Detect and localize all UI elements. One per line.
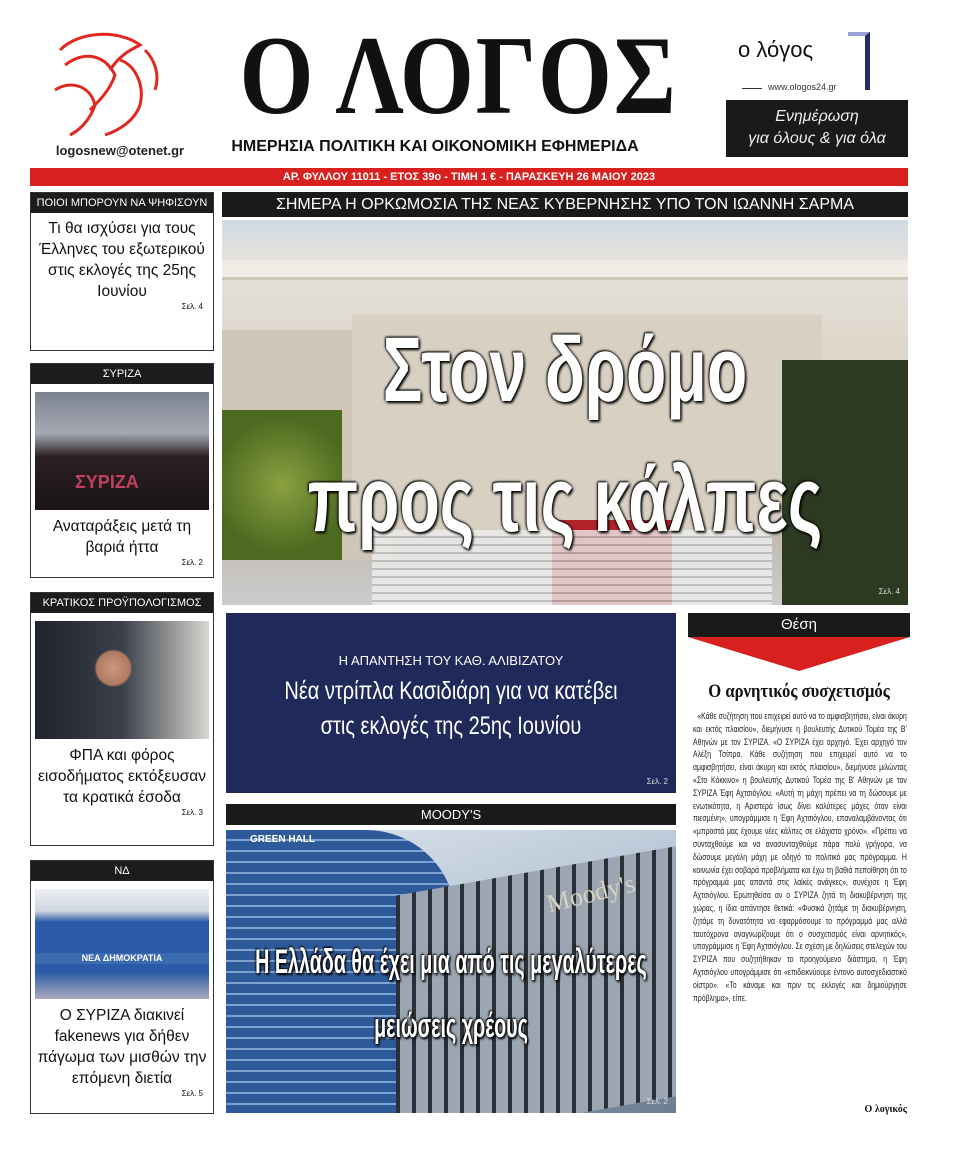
opinion-signature: Ο λογικός [864, 1104, 907, 1115]
opinion-section-header: Θέση [688, 613, 910, 637]
main-headline: Στον δρόμο [382, 319, 748, 421]
page-ref: Σελ. 4 [878, 587, 900, 596]
page-ref: Σελ. 3 [181, 808, 203, 817]
page-ref: Σελ. 2 [646, 777, 668, 786]
slogan-line: Ενημέρωση [775, 108, 859, 125]
slogan-box [726, 100, 908, 157]
story-headline: Νέα ντρίπλα Κασιδιάρη για να κατέβει [284, 677, 618, 705]
story-photo [35, 889, 209, 999]
main-story-photo[interactable] [222, 220, 908, 605]
page-ref: Σελ. 4 [181, 302, 203, 311]
photo-sign: ΣΥΡΙΖΑ [75, 472, 139, 492]
story-kicker: MOODY'S [226, 804, 676, 825]
moodys-story-photo[interactable] [226, 830, 676, 1113]
top-banner: ΣΗΜΕΡΑ Η ΟΡΚΩΜΟΣΙΑ ΤΗΣ ΝΕΑΣ ΚΥΒΕΡΝΗΣΗΣ ΥΠΟ ΤΟΝ ΙΩΑΝΝΗ ΣΑΡΜΑ [222, 192, 908, 217]
newspaper-logo-art [50, 30, 168, 138]
opinion-title: Ο αρνητικός συσχετισμός [708, 682, 890, 702]
story-headline: μειώσεις χρέους [374, 1007, 528, 1045]
divider [742, 88, 762, 89]
slogan-line: για όλους & για όλα [748, 130, 886, 147]
story-headline: Η Ελλάδα θα έχει μια από τις μεγαλύτερες [255, 943, 647, 981]
opinion-body: «Κάθε συζήτηση που επιχειρεί αυτό να το αμφισβητήσει, είναι άκυρη και εκτός πλαισίου», διεμήνυσε η βουλευτής Δυτικού Τομέα της Β' Αθηνών με τον ΣΥΡΙΖΑ. «Ο ΣΥΡΙΖΑ έχει αρχηγό. Έχει αρχηγό τον Αλέξη Τσίπρα. Κάθε συζήτηση που επιχειρεί αυτό να το αμφισβητήσει, είναι άκυρη και εκτός πλαισίου», διεμήνυσε μιλώντας «Στο Κόκκινο» η βουλευτής Δυτικού Τομέα της Β' Αθηνών με τον ΣΥΡΙΖΑ Έφη Αχτσιόγλου. «Αυτή τη μάχη πρέπει να τη δώσουμε με ενωτικότητα, η Αριστερά ίσως δίνει καλύτερες μάχες όταν είναι πιεσμένη», υπογράμμισε η Έφη Αχτσιόγλου, επαναλαμβάνοντας ότι «μπροστά μας έχουμε νέες κάλπες σε ελάχιστο χρόνο». «Πρέπει να συνταχθούμε και να ανασυνταχθούμε πάρα πολύ γρήγορα, να δώσουμε μεγάλη μάχη με οδηγό το πολιτικό μας πρόγραμμα. Η κοινωνία έχει σοβαρά προβλήματα και έχω τη βαθιά πεποίθηση ότι το πρόγραμμά μας απαντά στις λαϊκές ανάγκες», συνέχισε η Έφη Αχτσιόγλου. Ερωτηθείσα αν ο ΣΥΡΙΖΑ ζητά τη διακυβέρνηση της χώρας, η ίδια απάντησε θετικά: «Φυσικά ζητάμε τη διακυβέρνηση, ζητάμε τη δυνατότητα να εφαρμόσουμε το πρόγραμμά μας αλλά ταυτόχρονα αναγνωρίζουμε ότι ο συσχετισμός είναι αρνητικός», υπογράμμισε η Έφη Αχτσιόγλου. Σε σχέση με δηλώσεις στελεχών του ΣΥΡΙΖΑ που συζητήθηκαν το προηγούμενο διάστημα, η Έφη Αχτσιόγλου υπογράμμισε ότι «επιδεικνύουμε έντονο αυτοσχεδιαστικό οίστρο». «Το κάναμε και πριν τις εκλογές και δημιούργησε πρόβλημα», είπε. [693, 711, 907, 1004]
main-headline: προς τις κάλπες [307, 449, 823, 551]
story-headline: Τι θα ισχύσει για τους Έλληνες του εξωτερικού στις εκλογές της 25ης Ιουνίου [39, 220, 205, 300]
building-sign: Moody's [543, 868, 638, 919]
story-headline: Ο ΣΥΡΙΖΑ διακινεί fakenews για δήθεν πάγωμα των μισθών την επόμενη διετία [37, 1007, 207, 1087]
building-sign: GREEN HALL [250, 834, 315, 845]
sidebar-story[interactable] [30, 592, 214, 846]
online-url[interactable]: www.ologos24.gr [768, 82, 837, 92]
story-kicker: ΠΟΙΟΙ ΜΠΟΡΟΥΝ ΝΑ ΨΗΦΙΣΟΥΝ [31, 193, 213, 213]
story-kicker: ΣΥΡΙΖΑ [31, 364, 213, 384]
story-photo [35, 621, 209, 739]
sidebar-story[interactable] [30, 192, 214, 351]
page-ref: Σελ. 2 [181, 558, 203, 567]
sidebar-story[interactable] [30, 363, 214, 578]
sidebar-story[interactable] [30, 860, 214, 1114]
story-photo [35, 392, 209, 510]
masthead-subtitle: ΗΜΕΡΗΣΙΑ ΠΟΛΙΤΙΚΗ ΚΑΙ ΟΙΚΟΝΟΜΙΚΗ ΕΦΗΜΕΡΙΔΑ [231, 138, 639, 155]
contact-email: logosnew@otenet.gr [55, 143, 185, 158]
online-logo: ο λόγος [738, 37, 814, 62]
red-triangle-decoration [688, 637, 910, 671]
photo-sign: ΝΕΑ ΔΗΜΟΚΡΑΤΙΑ [35, 953, 209, 964]
masthead-title: Ο ΛΟΓΟΣ [239, 14, 678, 138]
story-headline: ΦΠΑ και φόρος εισοδήματος εκτόξευσαν τα κρατικά έσοδα [38, 747, 206, 806]
story-headline: Αναταράξεις μετά τη βαριά ήττα [52, 518, 192, 556]
story-headline: στις εκλογές της 25ης Ιουνίου [320, 712, 582, 740]
issue-info-bar: ΑΡ. ΦΥΛΛΟΥ 11011 - ΕΤΟΣ 39ο - ΤΙΜΗ 1 € - ΠΑΡΑΣΚΕΥΗ 26 ΜΑΙΟΥ 2023 [30, 168, 908, 186]
page-ref: Σελ. 5 [181, 1089, 203, 1098]
story-kicker: ΝΔ [31, 861, 213, 881]
story-kicker: ΚΡΑΤΙΚΟΣ ΠΡΟΫΠΟΛΟΓΙΣΜΟΣ [31, 593, 213, 613]
page-ref: Σελ. 2 [646, 1097, 668, 1106]
story-kicker: Η ΑΠΑΝΤΗΣΗ ΤΟΥ ΚΑΘ. ΑΛΙΒΙΖΑΤΟΥ [338, 653, 564, 668]
second-story[interactable] [226, 613, 676, 793]
online-logo-mark-icon [848, 32, 870, 90]
